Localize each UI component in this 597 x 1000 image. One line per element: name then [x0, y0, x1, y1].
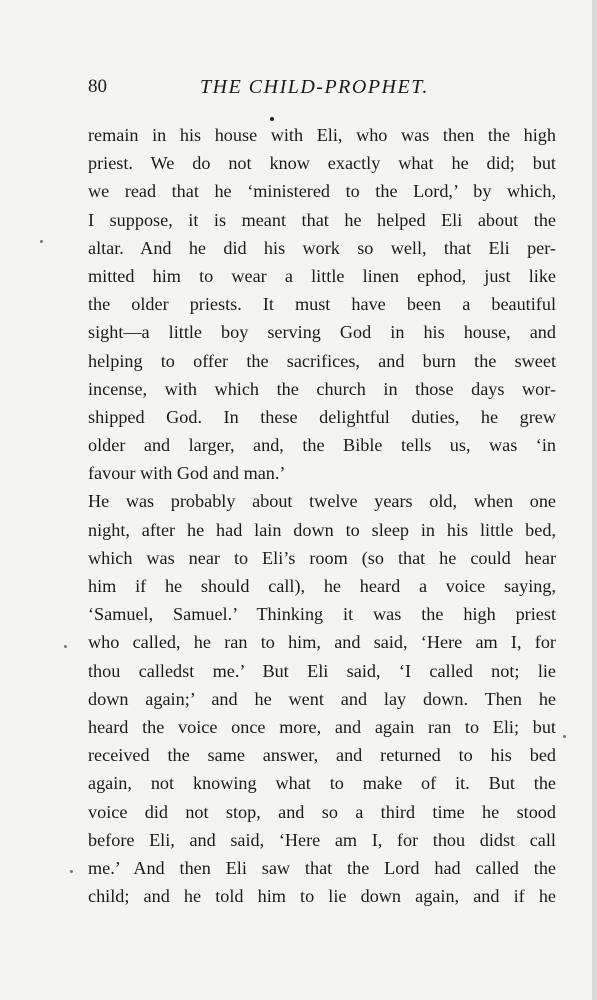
- text-line: I suppose, it is meant that he helped Eli about the: [88, 209, 556, 230]
- text-line: heard the voice once more, and again ran to Eli; but: [88, 716, 556, 737]
- page-number: 80: [88, 76, 107, 97]
- speck-mark: [563, 735, 566, 738]
- text-line: received the same answer, and returned to his bed: [88, 745, 556, 766]
- text-line: altar. And he did his work so well, that Eli per-: [88, 237, 556, 258]
- text-line: him if he should call), he heard a voice saying,: [88, 576, 556, 596]
- text-line: shipped God. In these delightful duties, he grew: [88, 406, 556, 427]
- running-head: THE CHILD-PROPHET.: [200, 76, 429, 98]
- paragraph-1: [88, 121, 556, 487]
- text-line: He was probably about twelve years old, when one: [88, 491, 556, 512]
- text-line: thou calledst me.’ But Eli said, ‘I called not; lie: [88, 660, 556, 681]
- text-line: the older priests. It must have been a beautiful: [88, 294, 556, 315]
- page-edge: [592, 0, 597, 1000]
- text-line: favour with God and man.’: [88, 463, 286, 484]
- text-line: remain in his house with Eli, who was then the high: [88, 125, 556, 145]
- speck-mark: [70, 870, 73, 873]
- page-header: [88, 76, 558, 110]
- text-line: incense, with which the church in those days wor-: [88, 378, 556, 399]
- text-line: sight—a little boy serving God in his house, and: [88, 322, 556, 343]
- text-line: night, after he had lain down to sleep in his little bed,: [88, 519, 556, 540]
- text-line: me.’ And then Eli saw that the Lord had called the: [88, 857, 556, 878]
- paragraph-2: [88, 487, 556, 910]
- text-line: down again;’ and he went and lay down. Then he: [88, 688, 556, 709]
- text-line: we read that he ‘ministered to the Lord,’ by which,: [88, 181, 556, 202]
- text-line: older and larger, and, the Bible tells us, was ‘in: [88, 435, 556, 456]
- speck-mark: [64, 645, 67, 648]
- text-line: mitted him to wear a little linen ephod, just like: [88, 265, 556, 286]
- text-line: which was near to Eli’s room (so that he could hear: [88, 547, 556, 568]
- text-line: ‘Samuel, Samuel.’ Thinking it was the high priest: [88, 604, 556, 625]
- text-line: priest. We do not know exactly what he did; but: [88, 153, 556, 174]
- text-line: again, not knowing what to make of it. But the: [88, 773, 556, 794]
- speck-mark: [40, 240, 43, 243]
- text-line: before Eli, and said, ‘Here am I, for thou didst call: [88, 829, 556, 850]
- body-text: [88, 121, 556, 910]
- text-line: who called, he ran to him, and said, ‘Here am I, for: [88, 632, 556, 653]
- text-line: helping to offer the sacrifices, and burn the sweet: [88, 350, 556, 371]
- text-line: voice did not stop, and so a third time he stood: [88, 801, 556, 822]
- text-line: child; and he told him to lie down again, and if he: [88, 886, 556, 907]
